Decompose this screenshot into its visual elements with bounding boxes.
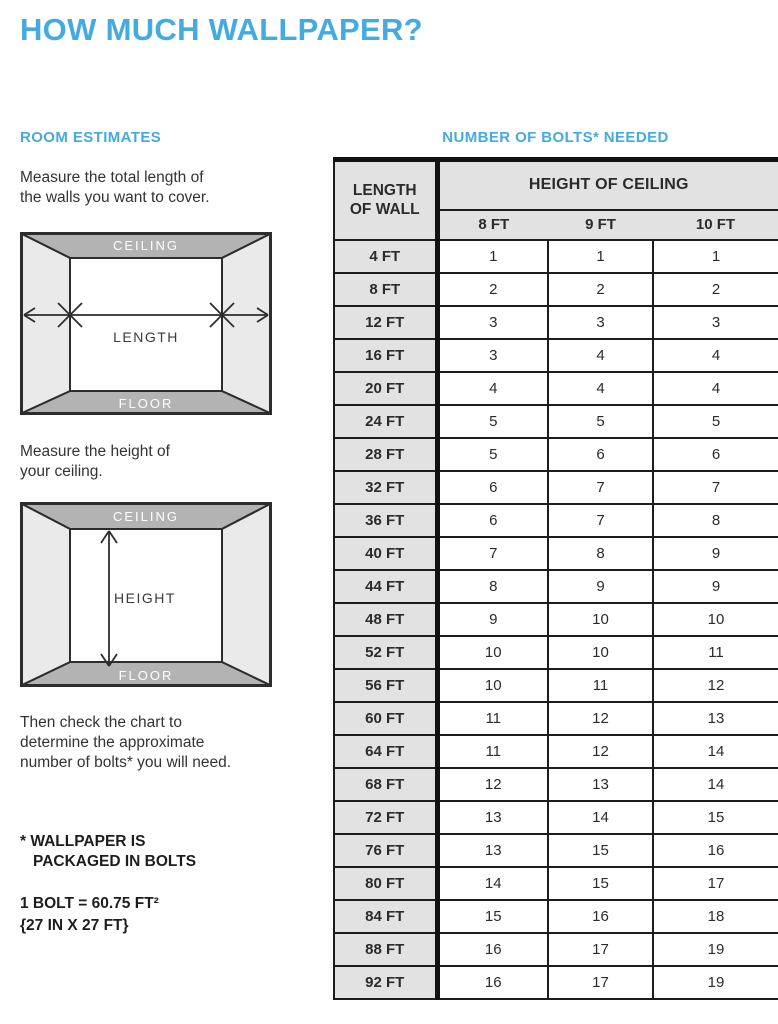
table-row (334, 372, 778, 405)
bolt-count-cell: 4 (653, 339, 778, 372)
wall-length-cell: 44 FT (334, 570, 437, 603)
bolt-count-cell: 6 (437, 504, 548, 537)
bolt-count-cell: 15 (548, 867, 653, 900)
wall-length-cell: 88 FT (334, 933, 437, 966)
table-row (334, 801, 778, 834)
bolt-count-cell: 4 (548, 372, 653, 405)
table-row (334, 504, 778, 537)
back-wall (70, 258, 222, 391)
ceiling-label: CEILING (112, 238, 180, 253)
bolt-count-cell: 13 (437, 801, 548, 834)
right-wall (222, 504, 270, 685)
bolt-count-cell: 13 (548, 768, 653, 801)
bolt-count-cell: 3 (548, 306, 653, 339)
wall-length-cell: 52 FT (334, 636, 437, 669)
wall-length-header (334, 160, 437, 240)
bolt-count-cell: 14 (653, 768, 778, 801)
bolt-count-cell: 2 (653, 273, 778, 306)
footnote-line: * WALLPAPER IS (20, 833, 146, 850)
bolt-count-cell: 3 (653, 306, 778, 339)
bolt-count-cell: 1 (653, 240, 778, 273)
room-estimates-section (20, 130, 314, 937)
instruction-line: Then check the chart to (20, 714, 182, 731)
bolt-count-cell: 7 (548, 504, 653, 537)
table-row (334, 834, 778, 867)
instruction-line: determine the approximate (20, 734, 205, 751)
table-row (334, 240, 778, 273)
ceiling-height-column-header: 9 FT (548, 210, 653, 240)
table-header-row (334, 160, 778, 210)
bolt-count-cell: 14 (548, 801, 653, 834)
bolt-count-cell: 2 (548, 273, 653, 306)
bolt-count-cell: 1 (548, 240, 653, 273)
ceiling-height-group-header: HEIGHT OF CEILING (437, 160, 778, 210)
table-row (334, 570, 778, 603)
ceiling-height-column-header: 10 FT (653, 210, 778, 240)
instruction-line: the walls you want to cover. (20, 189, 210, 206)
bolt-count-cell: 16 (437, 933, 548, 966)
bolt-count-cell: 8 (653, 504, 778, 537)
length-label: LENGTH (113, 329, 179, 345)
wall-length-cell: 4 FT (334, 240, 437, 273)
table-row (334, 669, 778, 702)
bolt-count-cell: 1 (437, 240, 548, 273)
bolt-count-cell: 3 (437, 339, 548, 372)
bolt-count-cell: 7 (548, 471, 653, 504)
bolts-table-body (334, 240, 778, 999)
bolt-count-cell: 10 (437, 669, 548, 702)
table-row (334, 405, 778, 438)
wall-header-line: OF WALL (349, 201, 420, 219)
instruction-line: number of bolts* you will need. (20, 754, 232, 771)
bolts-needed-section (333, 130, 778, 1000)
table-row (334, 273, 778, 306)
instruction-chart (20, 713, 314, 773)
wall-header-line: LENGTH (352, 182, 417, 200)
bolts-table (333, 157, 778, 1000)
wall-length-cell: 36 FT (334, 504, 437, 537)
bolt-count-cell: 9 (653, 537, 778, 570)
bolt-count-cell: 7 (437, 537, 548, 570)
bolt-count-cell: 7 (653, 471, 778, 504)
bolt-count-cell: 9 (653, 570, 778, 603)
wall-length-cell: 48 FT (334, 603, 437, 636)
bolt-count-cell: 5 (437, 438, 548, 471)
bolt-count-cell: 3 (437, 306, 548, 339)
table-row (334, 933, 778, 966)
wall-length-cell: 20 FT (334, 372, 437, 405)
wall-length-cell: 28 FT (334, 438, 437, 471)
bolt-count-cell: 12 (437, 768, 548, 801)
table-row (334, 702, 778, 735)
table-row (334, 438, 778, 471)
bolt-count-cell: 6 (548, 438, 653, 471)
table-row (334, 603, 778, 636)
wall-length-cell: 8 FT (334, 273, 437, 306)
floor-label: FLOOR (118, 668, 174, 683)
wall-length-cell: 16 FT (334, 339, 437, 372)
page-title: HOW MUCH WALLPAPER? (20, 12, 423, 47)
bolt-count-cell: 4 (548, 339, 653, 372)
bolt-count-cell: 10 (548, 603, 653, 636)
wall-length-cell: 64 FT (334, 735, 437, 768)
bolt-count-cell: 10 (548, 636, 653, 669)
room-length-diagram (20, 232, 272, 415)
table-row (334, 900, 778, 933)
bolt-count-cell: 14 (437, 867, 548, 900)
ceiling-label: CEILING (112, 509, 180, 524)
instruction-line: Measure the height of (20, 443, 170, 460)
instruction-line: your ceiling. (20, 463, 103, 480)
bolt-count-cell: 14 (653, 735, 778, 768)
bolt-count-cell: 17 (653, 867, 778, 900)
bolt-size-info (20, 893, 314, 937)
room-estimates-heading: ROOM ESTIMATES (20, 129, 162, 146)
instruction-line: Measure the total length of (20, 169, 204, 186)
instruction-length (20, 168, 314, 208)
bolt-count-cell: 8 (548, 537, 653, 570)
table-row (334, 768, 778, 801)
bolt-count-cell: 4 (653, 372, 778, 405)
wall-length-cell: 92 FT (334, 966, 437, 999)
bolt-count-cell: 19 (653, 933, 778, 966)
room-height-diagram (20, 502, 272, 687)
table-row (334, 306, 778, 339)
table-row (334, 735, 778, 768)
bolt-count-cell: 15 (653, 801, 778, 834)
bolt-count-cell: 10 (437, 636, 548, 669)
bolt-count-cell: 9 (548, 570, 653, 603)
bolt-count-cell: 17 (548, 966, 653, 999)
instruction-height (20, 442, 314, 482)
wall-length-cell: 40 FT (334, 537, 437, 570)
wall-length-cell: 72 FT (334, 801, 437, 834)
bolt-count-cell: 16 (548, 900, 653, 933)
bolt-count-cell: 12 (548, 735, 653, 768)
bolt-count-cell: 11 (437, 735, 548, 768)
table-row (334, 471, 778, 504)
bolt-count-cell: 5 (548, 405, 653, 438)
bolt-count-cell: 16 (653, 834, 778, 867)
bolts-needed-heading: NUMBER OF BOLTS* NEEDED (442, 129, 669, 146)
table-row (334, 867, 778, 900)
bolt-count-cell: 15 (548, 834, 653, 867)
bolt-count-cell: 6 (437, 471, 548, 504)
table-row (334, 537, 778, 570)
left-wall (22, 504, 70, 685)
left-wall (22, 234, 70, 413)
bolt-count-cell: 13 (437, 834, 548, 867)
bolt-count-cell: 2 (437, 273, 548, 306)
bolt-count-cell: 12 (653, 669, 778, 702)
bolt-count-cell: 11 (548, 669, 653, 702)
table-row (334, 636, 778, 669)
bolt-count-cell: 11 (653, 636, 778, 669)
bolt-count-cell: 13 (653, 702, 778, 735)
wall-length-cell: 12 FT (334, 306, 437, 339)
bolt-count-cell: 18 (653, 900, 778, 933)
bolt-count-cell: 15 (437, 900, 548, 933)
bolt-count-cell: 12 (548, 702, 653, 735)
bolt-count-cell: 4 (437, 372, 548, 405)
ceiling-height-column-header: 8 FT (437, 210, 548, 240)
bolt-count-cell: 10 (653, 603, 778, 636)
wall-length-cell: 32 FT (334, 471, 437, 504)
wall-length-cell: 24 FT (334, 405, 437, 438)
bolt-count-cell: 19 (653, 966, 778, 999)
wallpaper-footnote (20, 832, 314, 872)
table-row (334, 966, 778, 999)
wall-length-cell: 60 FT (334, 702, 437, 735)
wall-length-cell: 56 FT (334, 669, 437, 702)
right-wall (222, 234, 270, 413)
height-label: HEIGHT (114, 590, 176, 606)
table-row (334, 339, 778, 372)
bolt-count-cell: 8 (437, 570, 548, 603)
bolt-count-cell: 11 (437, 702, 548, 735)
bolt-count-cell: 9 (437, 603, 548, 636)
floor-label: FLOOR (118, 396, 174, 411)
bolt-count-cell: 6 (653, 438, 778, 471)
bolt-info-line: 1 BOLT = 60.75 FT² (20, 895, 159, 912)
bolt-count-cell: 17 (548, 933, 653, 966)
bolt-count-cell: 5 (437, 405, 548, 438)
wall-length-cell: 68 FT (334, 768, 437, 801)
wall-length-cell: 76 FT (334, 834, 437, 867)
wall-length-cell: 80 FT (334, 867, 437, 900)
bolt-count-cell: 5 (653, 405, 778, 438)
footnote-line: PACKAGED IN BOLTS (33, 853, 197, 870)
bolt-info-line: {27 IN X 27 FT} (20, 917, 129, 934)
bolt-count-cell: 16 (437, 966, 548, 999)
wall-length-cell: 84 FT (334, 900, 437, 933)
